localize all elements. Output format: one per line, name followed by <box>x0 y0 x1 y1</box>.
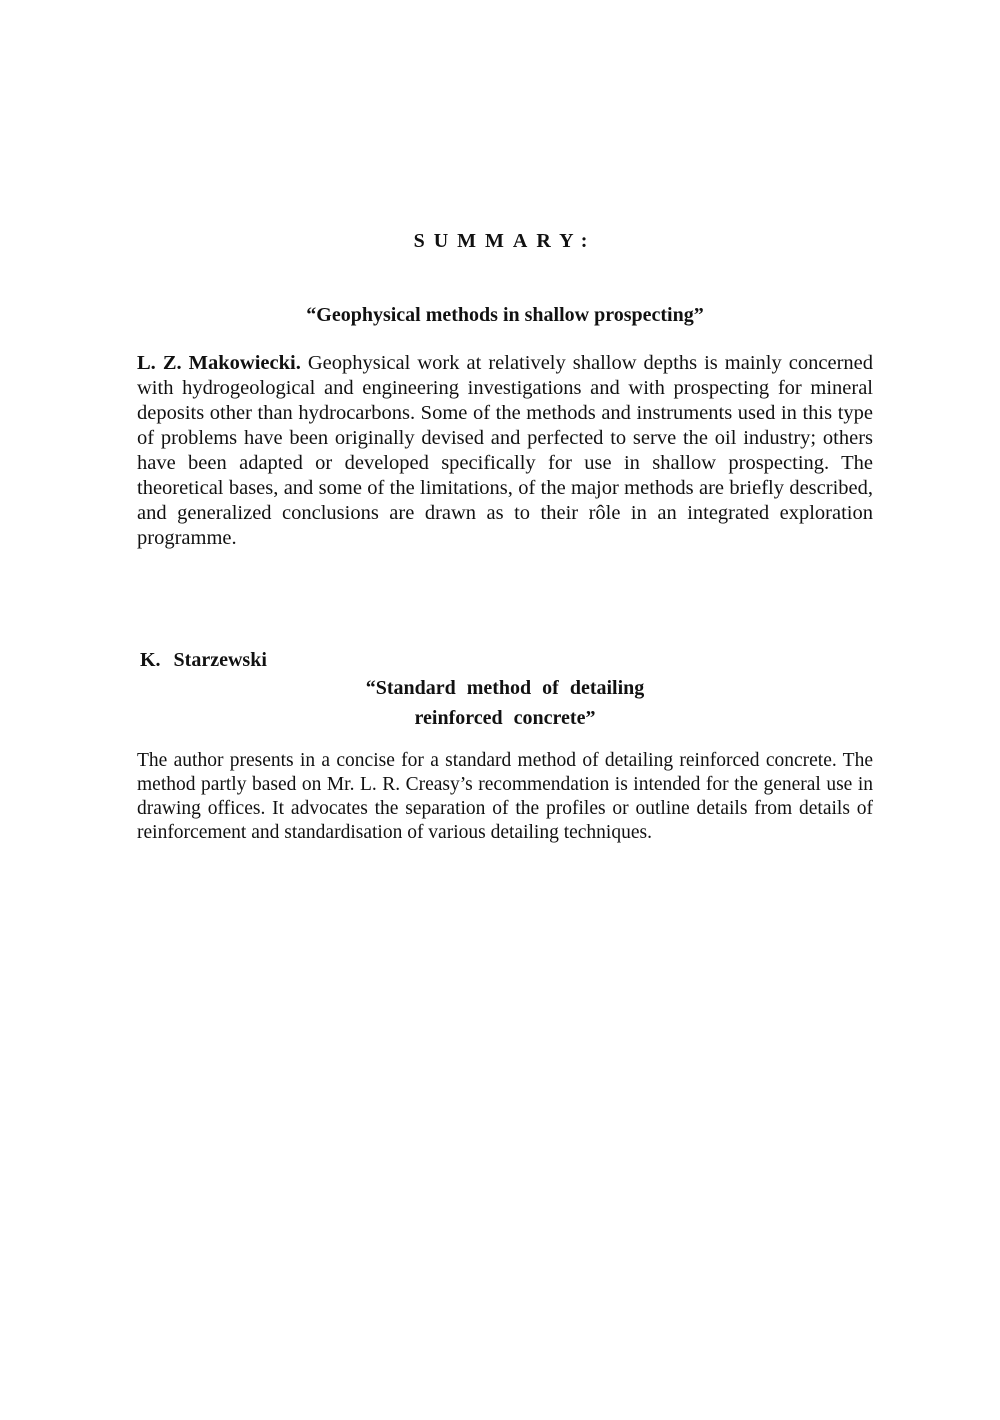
article-2-title <box>0 673 1000 733</box>
article-1-author: L. Z. Makowiecki. <box>137 352 301 374</box>
article-2-abstract: The author presents in a concise for a standard method of detailing reinforced concrete. The method partly based on Mr. L. R. Creasy’s recommendation is intended for the general use in drawing offices. It advocates the separation of the profiles or outline details from details of reinforcement and standardisation of various detailing techniques. <box>137 750 873 843</box>
article-1-title: “Geophysical methods in shallow prospecting” <box>306 304 704 326</box>
article-2-title-line-1: “Standard method of detailing <box>365 677 645 699</box>
article-2-title-line-2: reinforced concrete” <box>414 707 596 729</box>
article-2-author: K. Starzewski <box>140 649 267 671</box>
article-1-abstract <box>137 351 873 551</box>
summary-heading: SUMMARY: <box>413 230 597 252</box>
article-1-abstract-text: Geophysical work at relatively shallow depths is mainly concerned with hydrogeological and engineering investigations and with prospecting for mineral deposits other than hydrocarbons. Some of the methods and instruments used in this type of problems have been originally devised and perfected to serve the oil industry; others have been adapted or developed specifically for use in shallow prospecting. The theoretical bases, and some of the limitations, of the major methods are briefly described, and generalized conclusions are drawn as to their rôle in an integrated exploration programme. <box>137 352 873 549</box>
